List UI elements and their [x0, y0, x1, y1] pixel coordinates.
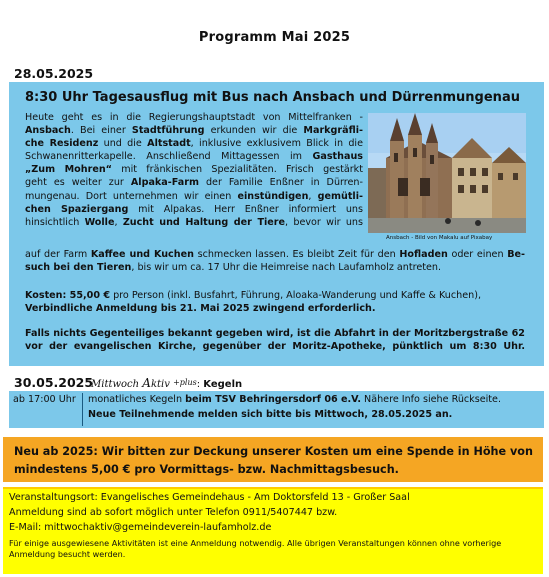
registration-note: Verbindliche Anmeldung bis 21. Mai 2025 zwingend erforderlich. [25, 303, 376, 315]
venue-phone: Anmeldung sind ab sofort möglich unter Telefon 0911/5407447 bzw. [9, 507, 338, 518]
venue-address: Veranstaltungsort: Evangelisches Gemeindehaus - Am Doktorsfeld 13 - Großer Saal [9, 492, 410, 503]
departure-line-1: Falls nichts Gegenteiliges bekannt gegeben wird, ist die Abfahrt in der Moritzbergstraße 62 [25, 328, 525, 339]
ansbach-church-image [368, 113, 526, 233]
photo-caption: Ansbach - Bild von Makalu auf Pixabay [386, 235, 493, 241]
event1-description: Heute geht es in die Regierungshauptstadt von Mittelfranken - Ansbach. Bei einer Stadtführung erkunden wir die Markgräfli- che Residenz und die Altstadt, inklusive exklusivem Blick in die Schwanenritterkapelle. Anschließend Mittagessen im Gasthaus „Zum Mohren“ mit fränkischen Spezialitäten. Frisch gestärkt geht es weiter zur Alpaka-Farm der Familie Enßner in Dürren- mungenau. Dort unternehmen wir einen einstündigen, gemütli- chen Spaziergang mit Alpakas. Herr Enßner informiert uns hinsichtlich Wolle, Zucht und Haltung der Tiere, bevor wir uns [25, 112, 364, 228]
venue-email: E-Mail: mittwochaktiv@gemeindeverein-laufamholz.de [9, 522, 272, 533]
event2-title: Kegeln [203, 379, 243, 390]
event2-date: 30.05.2025 [14, 375, 94, 390]
event2-signup: Neue Teilnehmende melden sich bitte bis Mittwoch, 28.05.2025 an. [88, 409, 453, 420]
event1-cost: Kosten: 55,00 € pro Person (inkl. Busfahrt, Führung, Aloaka-Wanderung und Kaffe & Kuchen), Verbindliche Anmeldung bis 21. Mai 2025 zwingend erforderlich. [25, 290, 481, 315]
donation-line-1: Neu ab 2025: Wir bitten zur Deckung unserer Kosten um eine Spende in Höhe von [14, 445, 533, 458]
venue-note: Für einige ausgewiesene Aktivitäten ist eine Anmeldung notwendig. Alle übrigen Veranstaltungen können ohne vorherige Anmeldung besucht werden. [9, 538, 502, 559]
ansbach-photo [368, 113, 526, 233]
departure-line-2: vor der evangelischen Kirche, gegenüber der Moritz-Apotheke, pünktlich um 8:30 Uhr. [25, 341, 525, 353]
event1-date: 28.05.2025 [14, 66, 94, 81]
aktiv-logo-a: A [142, 376, 151, 390]
event1-departure [25, 327, 525, 353]
event1-description-cont: auf der Farm Kaffee und Kuchen schmecken lassen. Es bleibt Zeit für den Hofladen oder einen Be- such bei den Tieren, bis wir um ca. 17 Uhr die Heimreise nach Laufamholz antreten. [25, 249, 525, 274]
donation-line-2: mindestens 5,00 € pro Vormittags- bzw. Nachmittagsbesuch. [14, 462, 399, 476]
page-title: Programm Mai 2025 [198, 30, 351, 45]
event2-info: monatliches Kegeln beim TSV Behringersdorf 06 e.V. Nähere Info siehe Rückseite. [88, 394, 502, 405]
event1-heading: 8:30 Uhr Tagesausflug mit Bus nach Ansbach und Dürrenmungenau [25, 90, 520, 105]
event2-program: Mittwoch Aktiv $^{+plus}$: Kegeln [91, 376, 243, 390]
event2-time: ab 17:00 Uhr [13, 394, 76, 405]
donation-notice [14, 443, 534, 478]
cost-details: pro Person (inkl. Busfahrt, Führung, Aloaka-Wanderung und Kaffe & Kuchen), [110, 290, 481, 301]
cost-value: 55,00 € [69, 290, 111, 301]
event2-divider [82, 393, 83, 426]
